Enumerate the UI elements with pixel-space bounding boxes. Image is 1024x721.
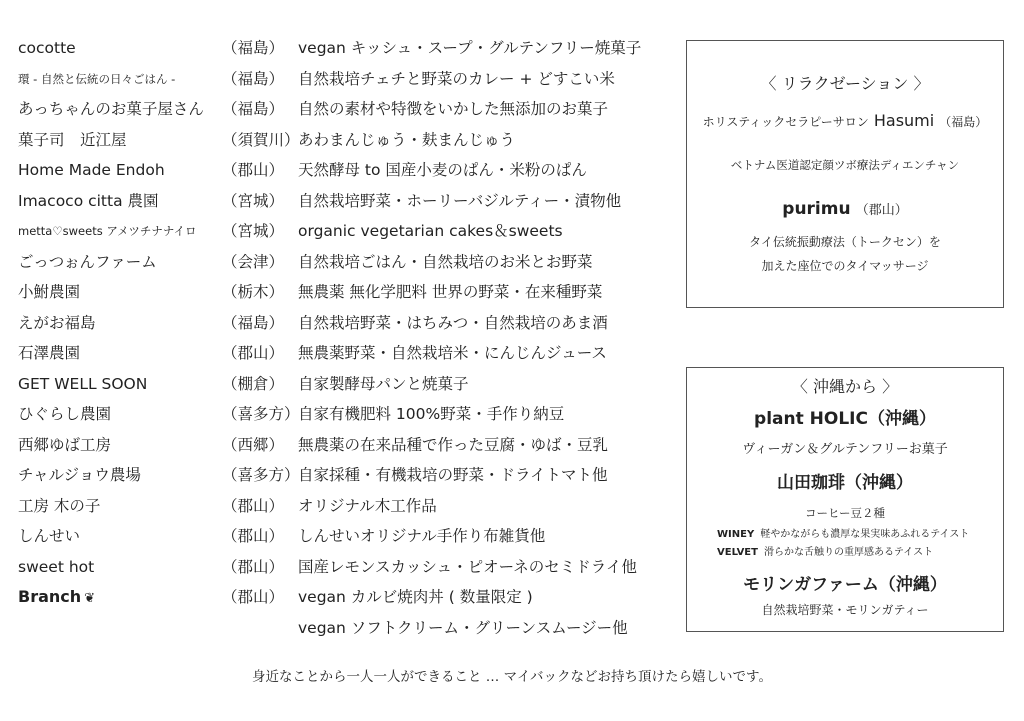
vendor-location: （郡山） <box>222 344 285 362</box>
vendor-location: （須賀川） <box>222 130 300 149</box>
vendor-location: （喜多方） <box>222 466 300 484</box>
purimu-location: （郡山） <box>855 203 908 218</box>
vendor-row <box>18 158 688 189</box>
relaxation-title: 〈 リラクゼーション 〉 <box>760 74 930 93</box>
vendor-row <box>18 97 688 128</box>
vendor-location: （会津） <box>222 252 285 271</box>
vendor-location: （郡山） <box>222 527 285 545</box>
salon-prefix: ホリスティックセラピーサロン <box>702 115 869 129</box>
winey-description: 軽やかながらも濃厚な果実味あふれるテイスト <box>760 529 970 540</box>
vendor-name: あっちゃんのお菓子屋さん <box>18 100 204 118</box>
vendor-location: （郡山） <box>222 588 285 606</box>
vendor-location: （郡山） <box>222 161 285 179</box>
vendor-name-branch <box>18 585 95 611</box>
vendor-description: 自然栽培野菜・ホーリーバジルティー・漬物他 <box>298 191 622 210</box>
purimu-line <box>687 199 1003 219</box>
vendor-name: チャルジョウ農場 <box>18 466 141 484</box>
purimu-name: purimu <box>782 199 851 219</box>
relaxation-box <box>686 40 1004 308</box>
vendor-description: vegan カルビ焼肉丼 ( 数量限定 ) <box>298 588 533 606</box>
vendor-description: 自然栽培チェチと野菜のカレー + どすこい米 <box>298 69 615 88</box>
vendor-description: 無農薬の在来品種で作った豆腐・ゆば・豆乳 <box>298 435 609 454</box>
vendor-location: （宮城） <box>222 222 285 240</box>
vendor-description: 無農薬 無化学肥料 世界の野菜・在来種野菜 <box>298 283 603 301</box>
vendor-name: 菓子司 近江屋 <box>18 130 127 149</box>
vendor-location: （福島） <box>222 313 285 332</box>
vendor-name: sweet hot <box>18 557 95 576</box>
vendor-row <box>18 219 688 250</box>
vendor-name: GET WELL SOON <box>18 374 148 393</box>
moringa-farm-name: モリンガファーム（沖縄） <box>743 575 947 595</box>
vendor-row <box>18 311 688 342</box>
salon-description: ベトナム医道認定顔ツボ療法ディエンチャン <box>730 158 960 172</box>
plant-holic-description: ヴィーガン＆グルテンフリーお菓子 <box>742 442 948 457</box>
vendor-row <box>18 128 688 159</box>
velvet-description: 滑らかな舌触りの重厚感あるテイスト <box>763 547 934 558</box>
vendor-row <box>18 616 688 647</box>
velvet-label: VELVET <box>717 547 758 558</box>
vendor-name: 石澤農園 <box>18 344 81 362</box>
vendor-row <box>18 280 688 311</box>
vendor-location: （喜多方） <box>222 405 300 423</box>
moringa-farm-description: 自然栽培野菜・モリンガティー <box>761 603 929 617</box>
vendor-row <box>18 494 688 525</box>
leaf-icon: ❦ <box>84 591 96 606</box>
vendor-description: 自家有機肥料 100%野菜・手作り納豆 <box>298 405 565 423</box>
vendor-location: （福島） <box>222 100 285 118</box>
vendor-row <box>18 463 688 494</box>
vendor-location: （郡山） <box>222 496 285 515</box>
velvet-note <box>717 543 933 558</box>
vendor-location: （栃木） <box>222 283 285 301</box>
winey-note <box>717 525 969 540</box>
vendor-description: vegan ソフトクリーム・グリーンスムージー他 <box>298 618 628 637</box>
vendor-name: 西郷ゆば工房 <box>18 435 112 454</box>
salon-name: Hasumi <box>873 111 935 130</box>
vendor-description: 自然栽培野菜・はちみつ・自然栽培のあま酒 <box>298 313 608 332</box>
vendor-row <box>18 555 688 586</box>
vendor-name: えがお福島 <box>18 313 96 332</box>
salon-location: （福島） <box>939 115 988 129</box>
vendor-description: 国産レモンスカッシュ・ピオーネのセミドライ他 <box>298 557 637 576</box>
plant-holic-name: plant HOLIC（沖縄） <box>754 409 936 429</box>
footer-message: 身近なことから一人一人ができること … マイバックなどお持ち頂けたら嬉しいです。 <box>252 669 772 685</box>
vendor-location: （宮城） <box>222 191 285 210</box>
vendor-row <box>18 250 688 281</box>
vendor-name: Imacoco citta 農園 <box>18 191 159 210</box>
vendor-location: （福島） <box>222 69 285 88</box>
hasumi-line <box>687 111 1003 130</box>
vendor-row <box>18 433 688 464</box>
vendor-row <box>18 67 688 98</box>
vendor-name: ごっつぉんファーム <box>18 252 157 271</box>
purimu-description-1: タイ伝統振動療法（トークセン）を <box>749 235 941 249</box>
vendor-row <box>18 372 688 403</box>
vendor-description: 無農薬野菜・自然栽培米・にんじんジュース <box>298 344 607 362</box>
vendor-description: vegan キッシュ・スープ・グルテンフリー焼菓子 <box>298 39 642 57</box>
vendor-name: metta♡sweets アメツチナナイロ <box>18 224 197 238</box>
winey-label: WINEY <box>717 529 755 540</box>
vendor-description: 自家採種・有機栽培の野菜・ドライトマト他 <box>298 466 608 484</box>
vendor-description: オリジナル木工作品 <box>298 496 437 515</box>
vendor-description: しんせいオリジナル手作り布雑貨他 <box>298 527 546 545</box>
vendor-description: organic vegetarian cakes＆sweets <box>298 222 563 240</box>
coffee-description: コーヒー豆２種 <box>804 506 886 520</box>
vendor-description: 自然栽培ごはん・自然栽培のお米とお野菜 <box>298 252 593 271</box>
purimu-description-2: 加えた座位でのタイマッサージ <box>761 259 929 273</box>
vendor-description: あわまんじゅう・麸まんじゅう <box>298 130 516 149</box>
okinawa-title: 〈 沖縄から 〉 <box>791 377 899 396</box>
vendor-name: 小鮒農園 <box>18 283 81 301</box>
vendor-name: Home Made Endoh <box>18 161 165 179</box>
vendor-row <box>18 341 688 372</box>
vendor-description: 自然の素材や特徴をいかした無添加のお菓子 <box>298 100 609 118</box>
vendor-row <box>18 36 688 67</box>
vendor-name: 工房 木の子 <box>18 496 101 515</box>
vendor-location: （棚倉） <box>222 374 285 393</box>
vendor-name: 環 - 自然と伝統の日々ごはん - <box>18 71 176 86</box>
vendor-name: しんせい <box>18 527 81 545</box>
vendor-row <box>18 402 688 433</box>
branch-logo-text: Branch <box>18 587 82 606</box>
vendor-description: 天然酵母 to 国産小麦のぱん・米粉のぱん <box>298 161 587 179</box>
vendor-name: ひぐらし農園 <box>18 405 112 423</box>
vendor-location: （西郷） <box>222 435 285 454</box>
vendor-list <box>18 36 688 646</box>
vendor-location: （郡山） <box>222 557 285 576</box>
vendor-row <box>18 189 688 220</box>
vendor-row <box>18 585 688 616</box>
vendor-name: cocotte <box>18 39 76 57</box>
yamada-coffee-name: 山田珈琲（沖縄） <box>777 473 913 493</box>
okinawa-box <box>686 367 1004 632</box>
vendor-location: （福島） <box>222 39 285 57</box>
vendor-description: 自家製酵母パンと焼菓子 <box>298 374 469 393</box>
vendor-row <box>18 524 688 555</box>
